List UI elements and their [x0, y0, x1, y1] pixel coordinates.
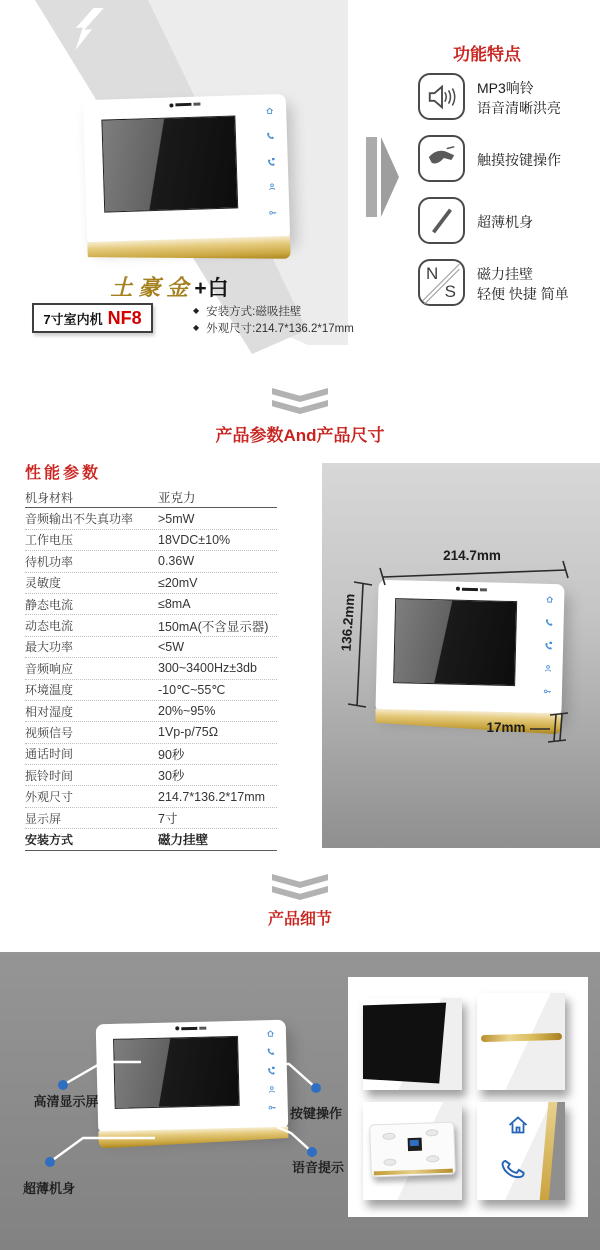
- details-section-title: 产品细节: [267, 911, 332, 928]
- intercom-device-hero: [83, 94, 290, 246]
- magnet-icon: [420, 261, 463, 304]
- feature-line: 轻便 快捷 简单: [477, 286, 569, 302]
- chevron-down-icon: [272, 388, 328, 402]
- callout-dot: [58, 1080, 68, 1090]
- feature-label: [477, 78, 561, 118]
- section-arrow-icon: [381, 137, 399, 217]
- spec-row: 静态电流 ≤8mA: [25, 594, 277, 615]
- monitor-key-icon: [268, 182, 277, 191]
- bullet-text: 外观尺寸:214.7*136.2*17mm: [206, 322, 354, 335]
- magnet-n-label: N: [426, 264, 439, 283]
- dimension-width-label: 214.7mm: [443, 548, 501, 563]
- brand-logo: [169, 102, 200, 107]
- chevron-down-icon: [272, 874, 328, 888]
- detail-tile-gold-edge: [477, 993, 565, 1090]
- spec-row: 工作电压 18VDC±10%: [25, 530, 277, 551]
- device-screen: [102, 115, 239, 213]
- feature-box-magnet: [418, 259, 465, 306]
- detail-tile-screen: [363, 998, 462, 1090]
- model-code: NF8: [107, 307, 142, 328]
- specs-table: [25, 487, 277, 851]
- feature-label: [477, 212, 533, 232]
- callout-voice-prompt: 语音提示: [291, 1160, 344, 1175]
- phone-icon: [497, 1153, 528, 1184]
- slim-icon: [426, 206, 458, 236]
- callout-dot: [45, 1157, 55, 1167]
- feature-label: [477, 264, 569, 304]
- bullet-item: [193, 319, 354, 336]
- speaker-icon: [426, 82, 458, 112]
- chevron-down-icon: [272, 886, 328, 900]
- dimension-lines: [322, 463, 600, 848]
- spec-row: 安装方式 磁力挂壁: [25, 829, 277, 850]
- variant-gold-text: 土豪金: [110, 275, 195, 301]
- callout-dot: [307, 1147, 317, 1157]
- hero-bullet-list: [193, 302, 354, 336]
- dimension-height-label: 136.2mm: [338, 593, 358, 652]
- variant-title: [55, 271, 285, 302]
- spec-row: 相对湿度 20%~95%: [25, 701, 277, 722]
- spec-row: 环境温度 -10℃~55℃: [25, 680, 277, 701]
- dimension-panel: [322, 463, 600, 848]
- model-prefix: 7寸室内机: [43, 311, 103, 327]
- params-section-title: 产品参数And产品尺寸: [215, 426, 385, 445]
- home-icon: [505, 1113, 531, 1137]
- details-section: [0, 952, 600, 1250]
- diamond-bullet-icon: ◆: [193, 306, 200, 315]
- transfer-key-icon: [267, 157, 276, 166]
- callout-key-operation: 按键操作: [289, 1106, 342, 1121]
- feature-line: 磁力挂壁: [477, 266, 533, 282]
- section-arrow-bar: [366, 137, 377, 217]
- answer-key-icon: [266, 131, 275, 140]
- spec-row: 外观尺寸 214.7*136.2*17mm: [25, 786, 277, 807]
- wiring-connector: [407, 1138, 421, 1151]
- feature-box-slim: [418, 197, 465, 244]
- touch-key-column: [261, 106, 283, 217]
- model-badge: [32, 303, 153, 333]
- spec-row: 音频响应 300~3400Hz±3db: [25, 658, 277, 679]
- spec-row: 音频输出不失真功率 >5mW: [25, 508, 277, 529]
- bullet-item: [193, 302, 354, 319]
- back-panel-image: [369, 1121, 456, 1177]
- feature-line: MP3响铃: [477, 80, 534, 96]
- spec-row: 最大功率 <5W: [25, 637, 277, 658]
- spec-row: 视频信号 1Vp-p/75Ω: [25, 722, 277, 743]
- callout-hd-screen: 高清显示屏: [33, 1094, 99, 1109]
- features-title: 功能特点: [453, 45, 521, 64]
- spec-row: 动态电流 150mA(不含显示器): [25, 615, 277, 636]
- spec-row: 待机功率 0.36W: [25, 551, 277, 572]
- callout-slim-body: 超薄机身: [22, 1181, 75, 1196]
- feature-box-touch: [418, 135, 465, 182]
- bullet-text: 安装方式:磁吸挂壁: [206, 305, 302, 318]
- home-key-icon: [265, 106, 274, 115]
- detail-image-card: [348, 977, 588, 1217]
- feature-line: 语音清晰洪亮: [477, 100, 561, 116]
- spec-row: 显示屏 7寸: [25, 808, 277, 829]
- spec-row: 灵敏度 ≤20mV: [25, 573, 277, 594]
- spec-row: 机身材料 亚克力: [25, 487, 277, 508]
- touch-icon: [426, 144, 458, 174]
- feature-box-speaker: [418, 73, 465, 120]
- unlock-key-icon: [269, 208, 278, 217]
- specs-title: 性能参数: [25, 465, 102, 482]
- detail-tile-back-panel: [363, 1102, 462, 1200]
- spec-row: 振铃时间 30秒: [25, 765, 277, 786]
- gold-edge-image: [480, 1033, 561, 1042]
- feature-line: 触摸按键操作: [477, 152, 561, 168]
- feature-line: 超薄机身: [477, 214, 533, 230]
- chevron-down-icon: [272, 400, 328, 414]
- variant-suffix-text: +白: [194, 277, 230, 300]
- diamond-bullet-icon: ◆: [193, 323, 200, 332]
- feature-label: [477, 150, 561, 170]
- screen-closeup-image: [363, 998, 462, 1090]
- callout-dot: [311, 1083, 321, 1093]
- dimension-depth-label: 17mm: [486, 720, 526, 735]
- magnet-s-label: S: [444, 282, 456, 301]
- detail-tile-touch-icons: [477, 1102, 565, 1200]
- spec-row: 通话时间 90秒: [25, 744, 277, 765]
